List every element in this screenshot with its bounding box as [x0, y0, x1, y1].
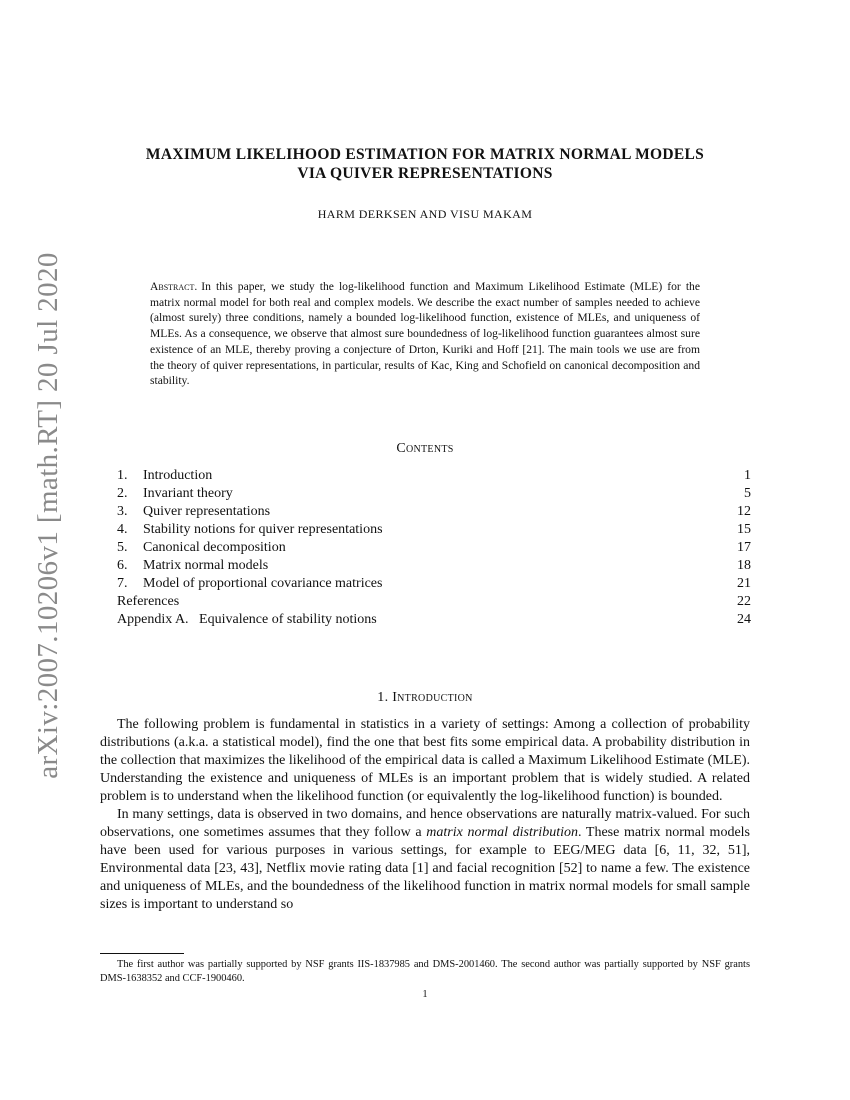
abstract-label: Abstract. — [150, 280, 198, 293]
toc-entry[interactable] — [117, 575, 751, 593]
body-paragraph: The following problem is fundamental in statistics in a variety of settings: Among a collection of probability distributions (a.k.a. a statistical model), find the one that best fits some empirical data. A probability distribution in the collection that maximizes the likelihood of the empirical data is called a Maximum Likelihood Estimate (MLE). Understanding the existence and uniqueness of MLEs is an important problem that is widely studied. A related problem is to understand when the likelihood function (or equivalently the log-likelihood function) is bounded. — [100, 717, 750, 804]
contents-heading: Contents — [396, 441, 454, 456]
paragraph-text: . These matrix normal models have been used for various purposes in various settings, for example to EEG/MEG data [6, 11, 32, 51], Environmental data [23, 43], Netflix movie rating data [1] and facial recognition [52] to name a few. The existence and uniqueness of MLEs, and the boundedness of the likelihood function in matrix normal models for small sample sizes is important to understand so — [100, 825, 750, 912]
toc-entry-title: Canonical decomposition — [143, 540, 286, 555]
toc-entry-page: 24 — [737, 612, 751, 627]
title-line-2: VIA QUIVER REPRESENTATIONS — [297, 165, 553, 182]
toc-entry-page: 12 — [737, 504, 751, 519]
toc-entry[interactable] — [117, 521, 751, 539]
footnote — [100, 958, 750, 986]
toc-entry[interactable] — [117, 593, 751, 611]
toc-entry-page: 5 — [744, 486, 751, 501]
toc-entry[interactable] — [117, 485, 751, 503]
toc-entry-number: 2. — [117, 486, 128, 501]
toc-entry[interactable] — [117, 503, 751, 521]
abstract — [150, 279, 700, 389]
author-line: HARM DERKSEN AND VISU MAKAM — [317, 207, 533, 221]
toc-entry[interactable] — [117, 611, 751, 629]
section-body — [100, 716, 750, 914]
toc-entry[interactable] — [117, 539, 751, 557]
toc-entry-title: Quiver representations — [143, 504, 271, 519]
paper-title — [100, 145, 750, 183]
toc-entry-page: 21 — [737, 576, 751, 591]
footnote-divider — [100, 953, 184, 954]
page-number: 1 — [422, 989, 428, 1000]
section-heading-introduction: 1. Introduction — [377, 690, 473, 705]
paragraph-text: In many settings, data is observed in two domains, and hence observations are naturally matrix-valued. For such observations, one sometimes assumes that they follow a — [100, 807, 750, 840]
toc-entry-page: 17 — [737, 540, 751, 555]
title-line-1: MAXIMUM LIKELIHOOD ESTIMATION FOR MATRIX NORMAL MODELS — [145, 146, 705, 163]
toc-entry-number: 6. — [117, 558, 128, 573]
arxiv-identifier-stamp — [24, 251, 72, 779]
toc-entry-title: Appendix A. Equivalence of stability notions — [117, 612, 377, 627]
toc-entry-number: 4. — [117, 522, 128, 537]
table-of-contents — [117, 467, 751, 629]
toc-entry[interactable] — [117, 467, 751, 485]
toc-entry[interactable] — [117, 557, 751, 575]
footnote-text: The first author was partially supported by NSF grants IIS-1837985 and DMS-2001460. The second author was partially supported by NSF grants DMS-1638352 and CCF-1900460. — [100, 959, 750, 984]
toc-entry-title: Introduction — [143, 468, 213, 483]
toc-entry-page: 22 — [737, 594, 751, 609]
toc-entry-title: Invariant theory — [143, 486, 233, 501]
arxiv-identifier-text: arXiv:2007.10206v1 [math.RT] 20 Jul 2020 — [31, 251, 64, 779]
toc-entry-number: 7. — [117, 576, 128, 591]
toc-entry-page: 18 — [737, 558, 751, 573]
toc-entry-title: Matrix normal models — [143, 558, 269, 573]
toc-entry-number: 1. — [117, 468, 128, 483]
toc-entry-page: 15 — [737, 522, 751, 537]
toc-entry-title: References — [117, 594, 180, 609]
emphasized-term: matrix normal distribution — [426, 825, 578, 840]
toc-entry-number: 3. — [117, 504, 128, 519]
body-paragraph — [100, 806, 750, 914]
abstract-text: In this paper, we study the log-likelihood function and Maximum Likelihood Estimate (MLE) for the matrix normal model for both real and complex models. We describe the exact number of samples needed to achieve (almost surely) three conditions, namely a bounded log-likelihood function, existence of MLEs, and uniqueness of MLEs. As a consequence, we observe that almost sure boundedness of log-likelihood function guarantees almost sure existence of an MLE, thereby proving a conjecture of Drton, Kuriki and Hoff [21]. The main tools we use are from the theory of quiver representations, in particular, results of Kac, King and Schofield on canonical decomposition and stability. — [150, 280, 700, 388]
toc-entry-title: Model of proportional covariance matrices — [143, 576, 383, 591]
toc-entry-page: 1 — [744, 468, 751, 483]
toc-entry-number: 5. — [117, 540, 128, 555]
toc-entry-title: Stability notions for quiver representations — [143, 522, 383, 537]
